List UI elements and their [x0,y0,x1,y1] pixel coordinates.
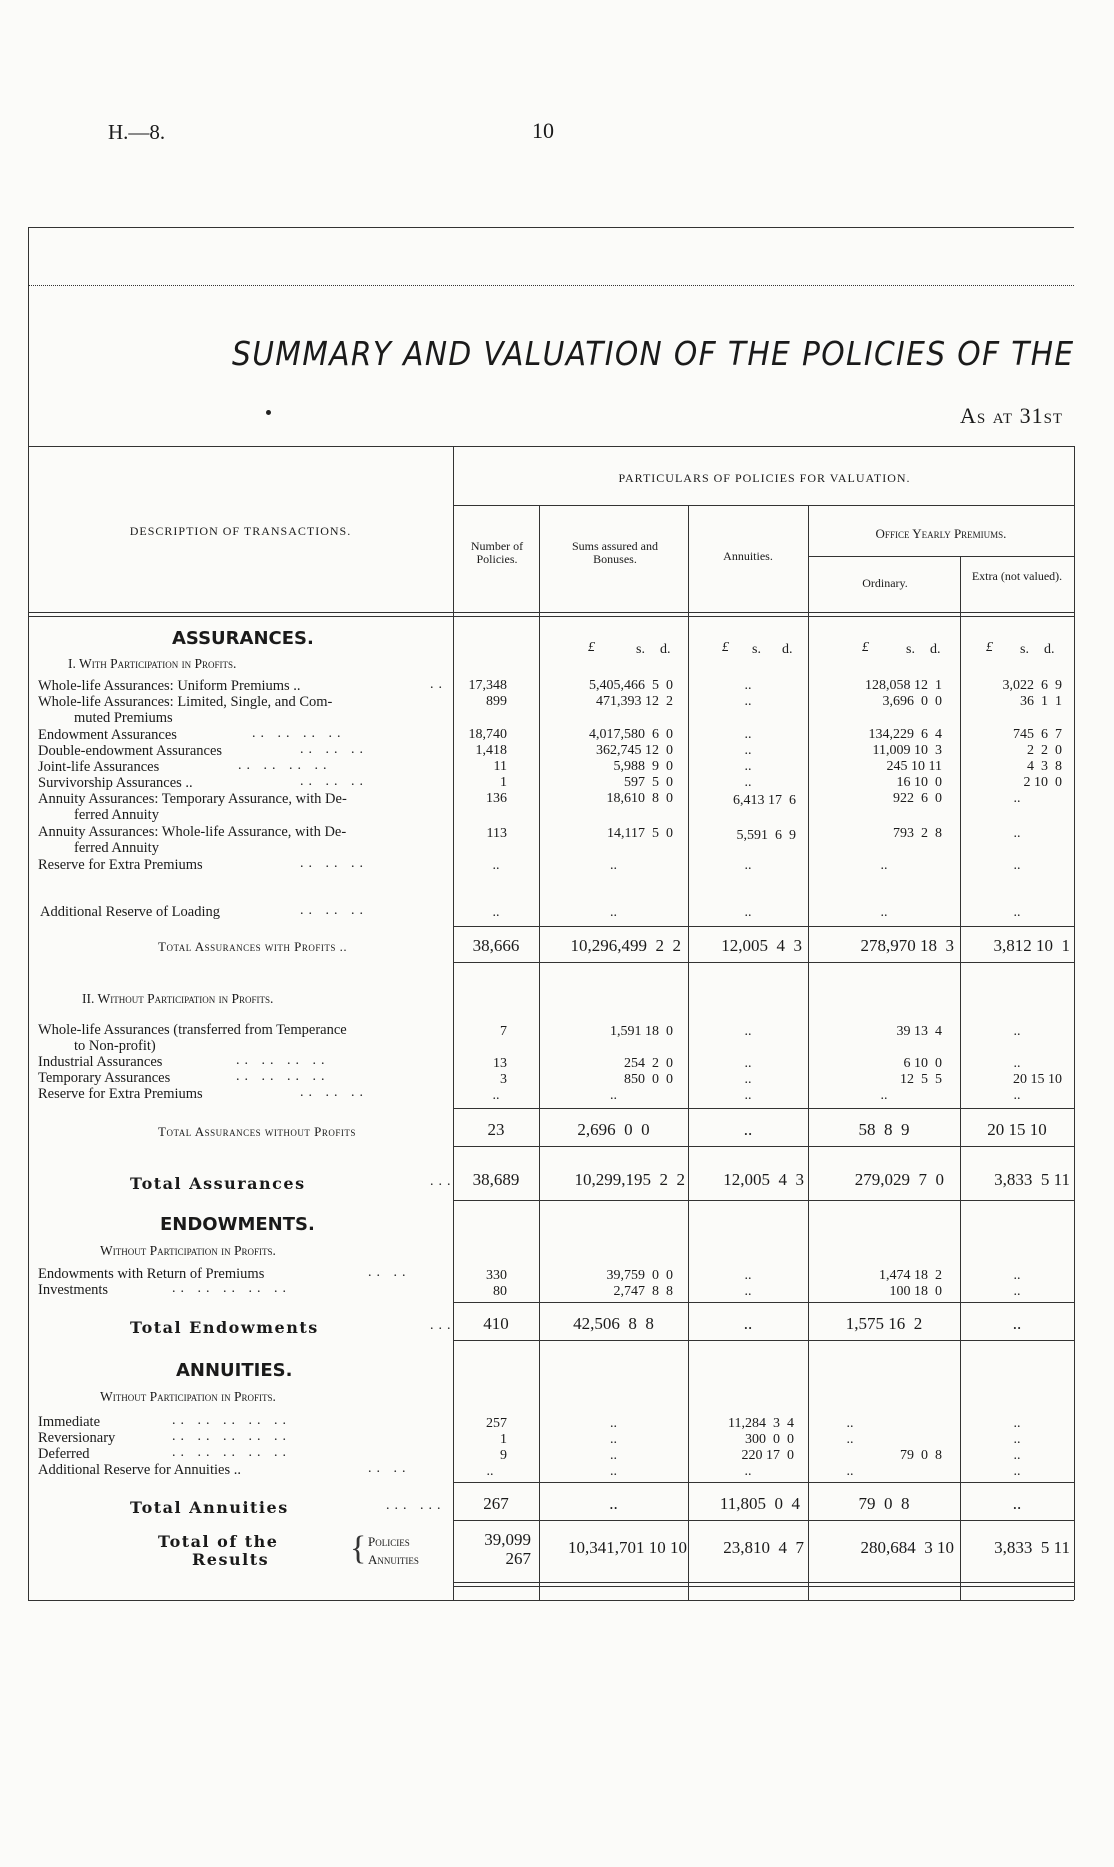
cell-sums: 471,393 12 2 [596,694,673,709]
total-rule [453,1520,1074,1521]
total-annuities: .. [743,1314,753,1333]
cell-extra: .. [1013,1416,1021,1431]
cell-ordinary: 128,058 12 1 [865,678,942,693]
total-annuities: 12,005 4 3 [721,936,802,955]
particulars-rule [453,505,1074,506]
cell-sums: 39,759 0 0 [606,1268,673,1283]
cell-ordinary: 793 2 8 [893,826,942,841]
cell-sums: 5,988 9 0 [613,759,673,774]
cell-number: 17,348 [468,678,507,693]
unit-pound: £ [862,640,869,655]
row-label-cont: ferred Annuity [74,840,159,856]
cell-extra: .. [1013,1268,1021,1283]
row-label: Whole-life Assurances: Uniform Premiums .. [38,678,301,694]
cell-number: 7 [500,1024,507,1039]
bullet-dot [266,410,271,415]
row-label: Immediate [38,1414,101,1430]
cell-number: 330 [486,1268,507,1283]
row-label: Joint-life Assurances [38,759,160,775]
page-number: 10 [532,118,554,143]
description-header: DESCRIPTION OF TRANSACTIONS. [129,524,352,538]
cell-annuities: .. [744,743,752,758]
cell-extra: .. [1013,826,1021,841]
results-number-policies: 39,099 [484,1530,531,1549]
leader-dots: .. .. .. .. .. [172,1413,291,1428]
cell-sums: 4,017,580 6 0 [589,727,673,742]
total-ordinary: 79 0 8 [858,1494,910,1513]
cell-annuities: .. [744,1056,752,1071]
cell-ordinary: 245 10 11 [886,759,942,774]
leader-dots: .. .. [368,1461,411,1476]
cell-sums: .. [610,858,617,873]
leader-dots: .. .. .. .. .. [172,1429,291,1444]
leader-dots: .. .. .. .. [236,1053,330,1068]
row-label: Double-endowment Assurances [38,743,223,759]
cell-ordinary: 1,474 18 2 [879,1268,942,1283]
col-rule-sums [688,505,689,1600]
results-label-cont: Results [192,1550,270,1569]
cell-extra: 2 10 0 [1023,775,1062,790]
leader-dots: .. .. .. .. .. [172,1445,291,1460]
cell-extra: 745 6 7 [1013,727,1062,742]
cell-sums: 362,745 12 0 [596,743,673,758]
total-sums: 2,696 0 0 [577,1120,650,1139]
row-label: Investments [38,1282,109,1298]
table-bottom-rule [453,1582,1074,1583]
cell-sums: .. [610,1432,617,1447]
total-label: Total Assurances with Profits .. [158,939,348,954]
cell-annuities: .. [744,1088,752,1103]
results-annuities: 23,810 4 7 [723,1538,804,1557]
total-rule [453,962,1074,963]
page-title: SUMMARY AND VALUATION OF THE POLICIES OF THE [232,334,1075,373]
unit-pound: £ [722,640,729,655]
cell-annuities: .. [744,1024,752,1039]
section-assurances: ASSURANCES. [172,628,314,649]
cell-annuities: 6,413 17 6 [733,793,796,808]
cell-extra: .. [1013,1448,1021,1463]
cell-extra: .. [1013,1432,1021,1447]
cell-annuities: .. [744,1284,752,1299]
brace-policies: Policies [368,1534,410,1549]
brace-annuities: Annuities [368,1552,419,1567]
cell-number: 1 [500,1432,507,1447]
unit-s: s. [906,642,915,657]
total-sums: .. [609,1494,618,1513]
cell-annuities: .. [744,775,752,790]
ordinary-header: Ordinary. [862,576,908,590]
total-extra: 20 15 10 [987,1120,1047,1139]
cell-annuities: .. [744,1072,752,1087]
cell-sums: 14,117 5 0 [607,826,673,841]
cell-number: 136 [486,791,507,806]
premiums-header: Office Yearly Premiums. [875,526,1007,541]
cell-number: .. [486,1464,494,1479]
brace: { [350,1530,367,1567]
cell-number: 11 [493,759,507,774]
row-label: Endowment Assurances [38,727,177,743]
cell-sums: 5,405,466 5 0 [589,678,673,693]
header-bottom-rule [28,612,1074,613]
cell-extra: 20 15 10 [1013,1072,1062,1087]
row-label: Endowments with Return of Premiums [38,1266,265,1282]
grand-total-label: Total Assurances [130,1174,306,1193]
total-rule [453,1200,1074,1201]
cell-extra: .. [1013,905,1021,920]
cell-number: .. [492,1088,500,1103]
grand-total-label: Total Endowments [130,1318,319,1337]
leader-dots: ... ... [386,1498,446,1513]
results-sums: 10,341,701 10 10 [568,1538,687,1557]
leader-dots: .. .. .. [300,742,368,757]
unit-d: d. [930,642,941,657]
leader-dots: .. .. .. .. .. [172,1281,291,1296]
cell-ordinary: 39 13 4 [896,1024,942,1039]
cell-extra: .. [1013,1056,1021,1071]
cell-ordinary: 100 18 0 [889,1284,942,1299]
row-label: Temporary Assurances [38,1070,171,1086]
subsection-without-profits: II. Without Participation in Profits. [82,991,274,1006]
results-label: Total of the [158,1532,279,1551]
cell-annuities: 220 17 0 [741,1448,794,1463]
number-header: Number of Policies. [470,539,524,566]
cell-number: 9 [500,1448,507,1463]
leader-dots: .. [430,677,447,692]
cell-sums: .. [610,1416,617,1431]
cell-extra: .. [1013,791,1021,806]
cell-ordinary: 79 0 8 [900,1448,942,1463]
total-rule [453,1146,1074,1147]
total-rule [453,1340,1074,1341]
table-bottom-rule-2 [453,1586,1074,1587]
unit-d: d. [660,642,671,657]
total-sums: 10,299,195 2 2 [574,1170,685,1189]
leader-dots: ... [430,1318,456,1333]
cell-number: .. [492,905,500,920]
row-label: Reversionary [38,1430,116,1446]
results-number-annuities: 267 [505,1549,531,1568]
col-rule-ordinary [960,556,961,1600]
leader-dots: .. .. .. [300,774,368,789]
row-label-cont: muted Premiums [74,710,173,726]
leader-dots: .. .. .. [300,856,368,871]
leader-dots: .. .. .. .. [252,726,346,741]
unit-s: s. [636,642,645,657]
leader-dots: .. .. .. [300,903,368,918]
row-label: Survivorship Assurances .. [38,775,193,791]
cell-ordinary: 11,009 10 3 [872,743,942,758]
cell-sums: 850 0 0 [624,1072,673,1087]
frame-left-rule [28,227,29,1600]
row-label: Reserve for Extra Premiums [38,1086,203,1102]
header-bottom-rule-2 [28,616,1074,617]
page-reference: H.—8. [108,120,166,144]
cell-annuities: 300 0 0 [745,1432,794,1447]
cell-number: 13 [493,1056,507,1071]
cell-number: 3 [500,1072,507,1087]
total-label: Total Assurances without Profits [158,1124,356,1139]
cell-annuities: 11,284 3 4 [728,1416,794,1431]
total-ordinary: 279,029 7 0 [854,1170,944,1189]
cell-ordinary: .. [880,905,888,920]
cell-extra: 36 1 1 [1020,694,1062,709]
unit-pound: £ [588,640,595,655]
cell-extra: .. [1013,1024,1021,1039]
row-label-cont: ferred Annuity [74,807,159,823]
cell-sums: .. [610,1088,617,1103]
row-label: Industrial Assurances [38,1054,163,1070]
cell-annuities: .. [744,858,752,873]
leader-dots: .. .. .. [300,1085,368,1100]
particulars-header: PARTICULARS OF POLICIES FOR VALUATION. [618,471,911,485]
col-rule-annuities [808,505,809,1600]
cell-extra: 4 3 8 [1027,759,1062,774]
cell-annuities: .. [744,759,752,774]
cell-number: 113 [486,826,507,841]
cell-annuities: .. [744,1268,752,1283]
total-number: 23 [487,1120,505,1139]
cell-ordinary: .. [846,1464,854,1479]
cell-sums: .. [610,1448,617,1463]
subsection-endowments: Without Participation in Profits. [100,1243,276,1258]
cell-ordinary: 922 6 0 [893,791,942,806]
cell-ordinary: .. [880,858,888,873]
cell-ordinary: .. [846,1432,854,1447]
leader-dots: .. .. .. .. [238,758,332,773]
total-sums: 10,296,499 2 2 [570,936,681,955]
total-rule [453,1302,1074,1303]
cell-ordinary: 6 10 0 [903,1056,942,1071]
total-extra: 3,812 10 1 [993,936,1070,955]
cell-extra: .. [1013,1088,1021,1103]
cell-annuities: .. [744,905,752,920]
row-label: Whole-life Assurances (transferred from Temperance [38,1022,347,1038]
cell-number: 1,418 [475,743,507,758]
total-number: 267 [483,1494,509,1513]
total-number: 38,666 [472,936,520,955]
cell-sums: 2,747 8 8 [613,1284,673,1299]
total-ordinary: 278,970 18 3 [860,936,954,955]
row-label: Whole-life Assurances: Limited, Single, and Com- [38,694,333,710]
total-annuities: 11,805 0 4 [719,1494,800,1513]
cell-ordinary: .. [880,1088,888,1103]
section-endowments: ENDOWMENTS. [160,1214,315,1235]
cell-annuities: 5,591 6 9 [736,828,796,843]
frame-top-rule [28,227,1074,228]
table-top-rule [28,446,1074,447]
row-label: Reserve for Extra Premiums [38,857,203,873]
cell-sums: 254 2 0 [624,1056,673,1071]
row-label: Annuity Assurances: Temporary Assurance, with De- [38,791,347,807]
total-rule [453,1108,1074,1109]
results-extra: 3,833 5 11 [994,1538,1070,1557]
subsection-annuities: Without Participation in Profits. [100,1389,276,1404]
cell-number: 899 [486,694,507,709]
cell-extra: .. [1013,858,1021,873]
grand-total-label: Total Annuities [130,1498,289,1517]
total-number: 38,689 [472,1170,520,1189]
cell-ordinary: 134,229 6 4 [868,727,942,742]
cell-ordinary: 12 5 5 [900,1072,942,1087]
row-label: Deferred [38,1446,90,1462]
frame-right-rule [1074,446,1075,1600]
total-annuities: .. [743,1120,753,1139]
cell-number: .. [492,858,500,873]
col-rule-number [539,505,540,1600]
total-sums: 42,506 8 8 [573,1314,654,1333]
unit-s: s. [1020,642,1029,657]
cell-sums: .. [610,905,617,920]
cell-sums: 597 5 0 [624,775,673,790]
cell-sums: 18,610 8 0 [606,791,673,806]
cell-extra: 2 2 0 [1027,743,1062,758]
section-annuities: ANNUITIES. [176,1360,293,1381]
row-label: Additional Reserve of Loading [40,904,220,920]
cell-ordinary: 3,696 0 0 [882,694,942,709]
total-ordinary: 1,575 16 2 [845,1314,923,1333]
leader-dots: ... [430,1174,456,1189]
extra-header: Extra (not valued). [971,569,1063,583]
cell-ordinary: 16 10 0 [896,775,942,790]
as-at-date: As at 31st [960,403,1064,428]
total-extra: .. [1012,1494,1022,1513]
premiums-rule [808,556,1074,557]
total-extra: .. [1012,1314,1022,1333]
cell-number: 80 [493,1284,507,1299]
unit-s: s. [752,642,761,657]
unit-d: d. [1044,642,1055,657]
cell-annuities: .. [744,727,752,742]
frame-dotted-rule [28,285,1074,286]
cell-number: 18,740 [468,727,507,742]
cell-annuities: .. [744,678,752,693]
cell-extra: .. [1013,1284,1021,1299]
total-ordinary: 58 8 9 [858,1120,910,1139]
total-number: 410 [483,1314,509,1333]
row-label: Annuity Assurances: Whole-life Assurance, with De- [38,824,347,840]
cell-annuities: .. [744,1464,752,1479]
unit-d: d. [782,642,793,657]
total-annuities: 12,005 4 3 [723,1170,804,1189]
cell-extra: .. [1013,1464,1021,1479]
row-label-cont: to Non-profit) [74,1038,156,1054]
cell-number: 257 [486,1416,507,1431]
annuities-header: Annuities. [723,549,773,563]
results-ordinary: 280,684 3 10 [860,1538,954,1557]
frame-bottom-rule [28,1600,1074,1601]
leader-dots: .. .. [368,1265,411,1280]
cell-ordinary: .. [846,1416,854,1431]
cell-sums: 1,591 18 0 [610,1024,673,1039]
cell-annuities: .. [744,694,752,709]
cell-extra: 3,022 6 9 [1002,678,1062,693]
subsection-with-profits: I. With Participation in Profits. [68,656,237,671]
total-rule [453,1482,1074,1483]
cell-sums: .. [610,1464,617,1479]
cell-number: 1 [500,775,507,790]
row-label: Additional Reserve for Annuities .. [38,1462,241,1478]
total-rule [453,926,1074,927]
unit-pound: £ [986,640,993,655]
sums-header: Sums assured and Bonuses. [572,539,658,566]
col-rule-desc [453,446,454,1600]
total-extra: 3,833 5 11 [994,1170,1070,1189]
leader-dots: .. .. .. .. [236,1069,330,1084]
